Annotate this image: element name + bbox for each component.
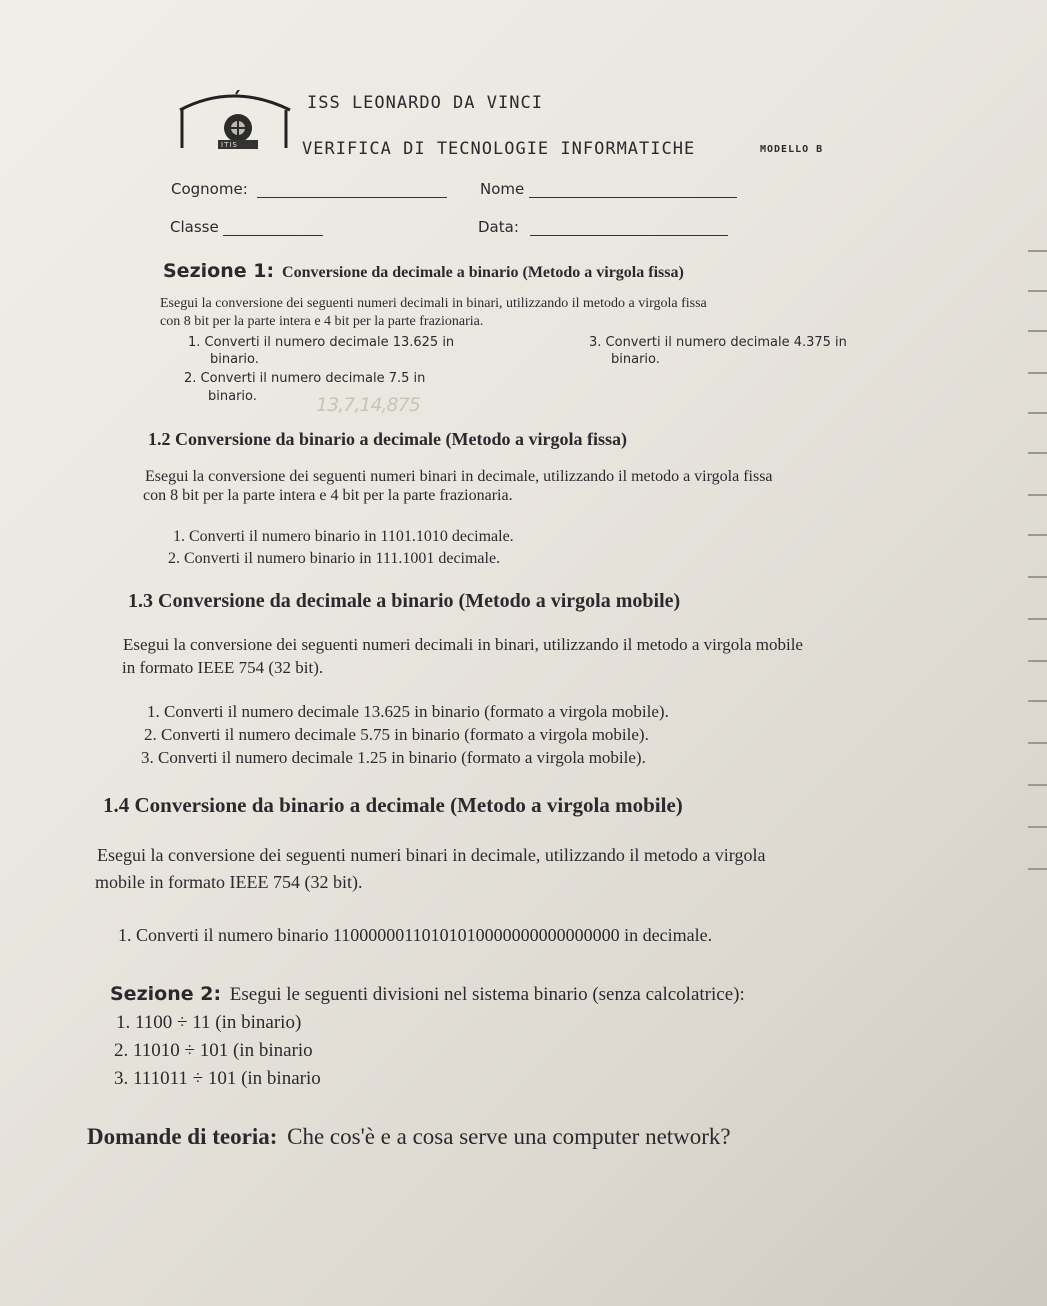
section12-intro-line2: con 8 bit per la parte intera e 4 bit per la parte frazionaria. <box>143 487 513 504</box>
school-logo-icon <box>178 90 293 160</box>
section2-q2: 2. 11010 ÷ 101 (in binario <box>114 1040 313 1061</box>
section1-intro-line1: Esegui la conversione dei seguenti numeri decimali in binari, utilizzando il metodo a virgola fissa <box>160 296 707 311</box>
section1-q1-line1: 1. Converti il numero decimale 13.625 in <box>188 335 455 350</box>
section1-q3-line1: 3. Converti il numero decimale 4.375 in <box>589 335 847 350</box>
theory-question <box>87 1124 731 1150</box>
surname-field[interactable] <box>171 180 447 198</box>
section13-title: 1.3 Conversione da decimale a binario (Metodo a virgola mobile) <box>128 590 681 612</box>
section14-intro-line2: mobile in formato IEEE 754 (32 bit). <box>95 872 363 892</box>
section1-prefix: Sezione 1: <box>163 260 275 282</box>
section1-q1-line2: binario. <box>210 352 259 367</box>
section2-q3: 3. 111011 ÷ 101 (in binario <box>114 1068 321 1089</box>
class-label: Classe <box>170 218 219 236</box>
school-name: ISS LEONARDO DA VINCI <box>307 93 543 113</box>
date-label: Data: <box>478 218 519 236</box>
section1-q3-line2: binario. <box>611 352 660 367</box>
test-title: VERIFICA DI TECNOLOGIE INFORMATICHE <box>302 139 696 159</box>
section14-title: 1.4 Conversione da binario a decimale (Metodo a virgola mobile) <box>103 793 683 817</box>
section12-q2: 2. Converti il numero binario in 111.1001 decimale. <box>168 550 501 567</box>
section13-q2: 2. Converti il numero decimale 5.75 in binario (formato a virgola mobile). <box>144 725 649 744</box>
section2-q1: 1. 1100 ÷ 11 (in binario) <box>116 1012 302 1033</box>
theory-text: Che cos'è e a cosa serve una computer network? <box>287 1124 731 1149</box>
surname-blank[interactable] <box>257 197 447 198</box>
section1-q2-line1: 2. Converti il numero decimale 7.5 in <box>184 371 426 386</box>
class-field[interactable] <box>170 218 323 236</box>
date-blank[interactable] <box>530 235 728 236</box>
class-blank[interactable] <box>223 235 323 236</box>
section1-title: Conversione da decimale a binario (Metodo a virgola fissa) <box>282 264 684 281</box>
section14-intro-line1: Esegui la conversione dei seguenti numeri binari in decimale, utilizzando il metodo a virgola <box>97 845 766 865</box>
section12-title: 1.2 Conversione da binario a decimale (Metodo a virgola fissa) <box>148 429 627 449</box>
handwritten-note: 13,7,14,875 <box>316 394 420 416</box>
theory-prefix: Domande di teoria: <box>87 1124 278 1149</box>
logo-caption: ITIS <box>221 141 238 149</box>
section13-intro-line1: Esegui la conversione dei seguenti numeri decimali in binari, utilizzando il metodo a virgola mobile <box>123 635 803 654</box>
name-field[interactable] <box>480 180 737 198</box>
section2-text: Esegui le seguenti divisioni nel sistema binario (senza calcolatrice): <box>229 984 745 1005</box>
section1-intro-line2: con 8 bit per la parte intera e 4 bit per la parte frazionaria. <box>160 314 484 329</box>
model-label: MODELLO B <box>760 144 824 155</box>
section2-heading <box>110 983 745 1006</box>
section14-q1: 1. Converti il numero binario 11000000110101010000000000000000 in decimale. <box>118 925 713 945</box>
name-label: Nome <box>480 180 525 198</box>
section1-q2-line2: binario. <box>208 389 257 404</box>
section12-q1: 1. Converti il numero binario in 1101.1010 decimale. <box>173 528 514 545</box>
date-field[interactable] <box>478 218 728 236</box>
section2-prefix: Sezione 2: <box>110 983 222 1005</box>
section1-heading <box>163 260 684 282</box>
section12-intro-line1: Esegui la conversione dei seguenti numeri binari in decimale, utilizzando il metodo a virgola fissa <box>145 468 773 485</box>
section13-q3: 3. Converti il numero decimale 1.25 in binario (formato a virgola mobile). <box>141 748 646 767</box>
section13-intro-line2: in formato IEEE 754 (32 bit). <box>122 658 324 677</box>
name-blank[interactable] <box>529 197 737 198</box>
section13-q1: 1. Converti il numero decimale 13.625 in binario (formato a virgola mobile). <box>147 702 669 721</box>
surname-label: Cognome: <box>171 180 248 198</box>
